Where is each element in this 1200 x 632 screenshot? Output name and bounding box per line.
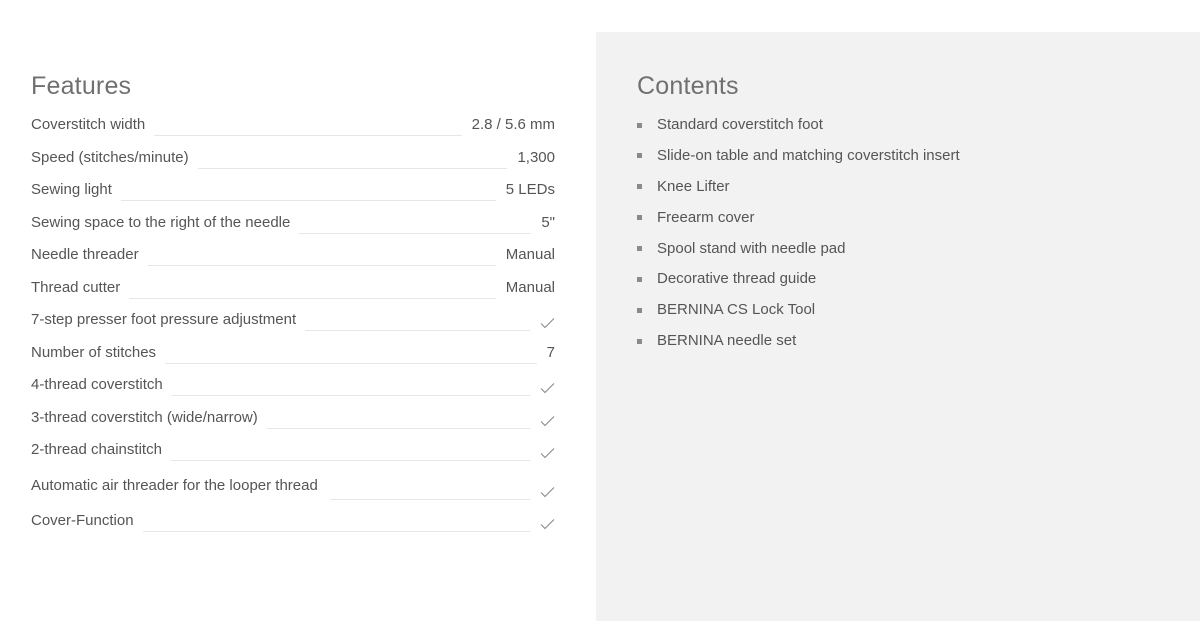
feature-label: Automatic air threader for the looper thread — [31, 476, 318, 494]
feature-row — [31, 474, 555, 498]
contents-item-label: Standard coverstitch foot — [657, 116, 823, 133]
feature-row — [31, 181, 555, 199]
feature-label: Cover-Function — [31, 512, 134, 529]
contents-list — [637, 116, 960, 350]
list-item — [637, 147, 960, 165]
list-item — [637, 209, 960, 227]
contents-title: Contents — [637, 72, 739, 100]
row-divider — [198, 167, 508, 169]
feature-row — [31, 441, 555, 459]
square-bullet-icon — [637, 215, 642, 220]
feature-label: Needle threader — [31, 246, 139, 263]
square-bullet-icon — [637, 123, 642, 128]
list-item — [637, 270, 960, 288]
contents-item-label: Knee Lifter — [657, 177, 730, 195]
feature-label: 4-thread coverstitch — [31, 376, 163, 393]
row-divider — [143, 530, 530, 532]
checkmark-icon — [540, 447, 555, 459]
feature-row — [31, 376, 555, 394]
feature-label: Coverstitch width — [31, 116, 146, 133]
feature-label: Sewing light — [31, 181, 112, 198]
feature-row — [31, 279, 555, 297]
square-bullet-icon — [637, 153, 642, 158]
features-section — [31, 72, 555, 545]
feature-row — [31, 149, 555, 167]
feature-row — [31, 409, 555, 427]
row-divider — [299, 232, 531, 234]
feature-value: Manual — [505, 246, 555, 263]
feature-label: Speed (stitches/minute) — [31, 148, 189, 166]
feature-value: 1,300 — [517, 148, 555, 166]
list-item — [637, 116, 960, 134]
feature-row — [31, 116, 555, 134]
list-item — [637, 240, 960, 258]
contents-item-label: BERNINA needle set — [657, 332, 797, 350]
list-item — [637, 178, 960, 196]
checkmark-icon — [540, 382, 555, 394]
feature-value: Manual — [505, 278, 555, 296]
checkmark-icon — [540, 415, 555, 427]
contents-item-label: Spool stand with needle pad — [657, 239, 846, 257]
feature-row — [31, 344, 555, 362]
feature-value: 7 — [546, 343, 555, 361]
row-divider — [165, 362, 537, 364]
feature-row — [31, 512, 555, 530]
square-bullet-icon — [637, 277, 642, 282]
contents-item-label: Decorative thread guide — [657, 270, 817, 288]
feature-label: 2-thread chainstitch — [31, 441, 162, 458]
feature-label: Sewing space to the right of the needle — [31, 213, 291, 231]
row-divider — [267, 427, 530, 429]
square-bullet-icon — [637, 339, 642, 344]
row-divider — [129, 297, 496, 299]
feature-value: 5 LEDs — [505, 181, 555, 198]
row-divider — [330, 498, 530, 500]
square-bullet-icon — [637, 246, 642, 251]
square-bullet-icon — [637, 308, 642, 313]
row-divider — [171, 459, 530, 461]
row-divider — [172, 394, 530, 396]
square-bullet-icon — [637, 184, 642, 189]
contents-item-label: Slide-on table and matching coverstitch insert — [657, 146, 960, 164]
feature-row — [31, 311, 555, 329]
checkmark-icon — [540, 317, 555, 329]
contents-inner — [637, 72, 960, 363]
feature-value: 2.8 / 5.6 mm — [471, 116, 555, 133]
feature-value: 5" — [541, 213, 555, 231]
feature-label: Number of stitches — [31, 343, 157, 361]
feature-label: 7-step presser foot pressure adjustment — [31, 311, 297, 328]
features-title: Features — [31, 72, 132, 100]
row-divider — [154, 134, 461, 136]
feature-row — [31, 246, 555, 264]
feature-row — [31, 214, 555, 232]
row-divider — [121, 199, 496, 201]
contents-item-label: Freearm cover — [657, 208, 755, 226]
contents-item-label: BERNINA CS Lock Tool — [657, 301, 816, 319]
checkmark-icon — [540, 486, 555, 498]
feature-label: Thread cutter — [31, 278, 121, 296]
row-divider — [305, 329, 530, 331]
feature-label: 3-thread coverstitch (wide/narrow) — [31, 408, 258, 426]
list-item — [637, 332, 960, 350]
checkmark-icon — [540, 518, 555, 530]
list-item — [637, 301, 960, 319]
contents-section — [596, 32, 1200, 621]
row-divider — [148, 264, 496, 266]
